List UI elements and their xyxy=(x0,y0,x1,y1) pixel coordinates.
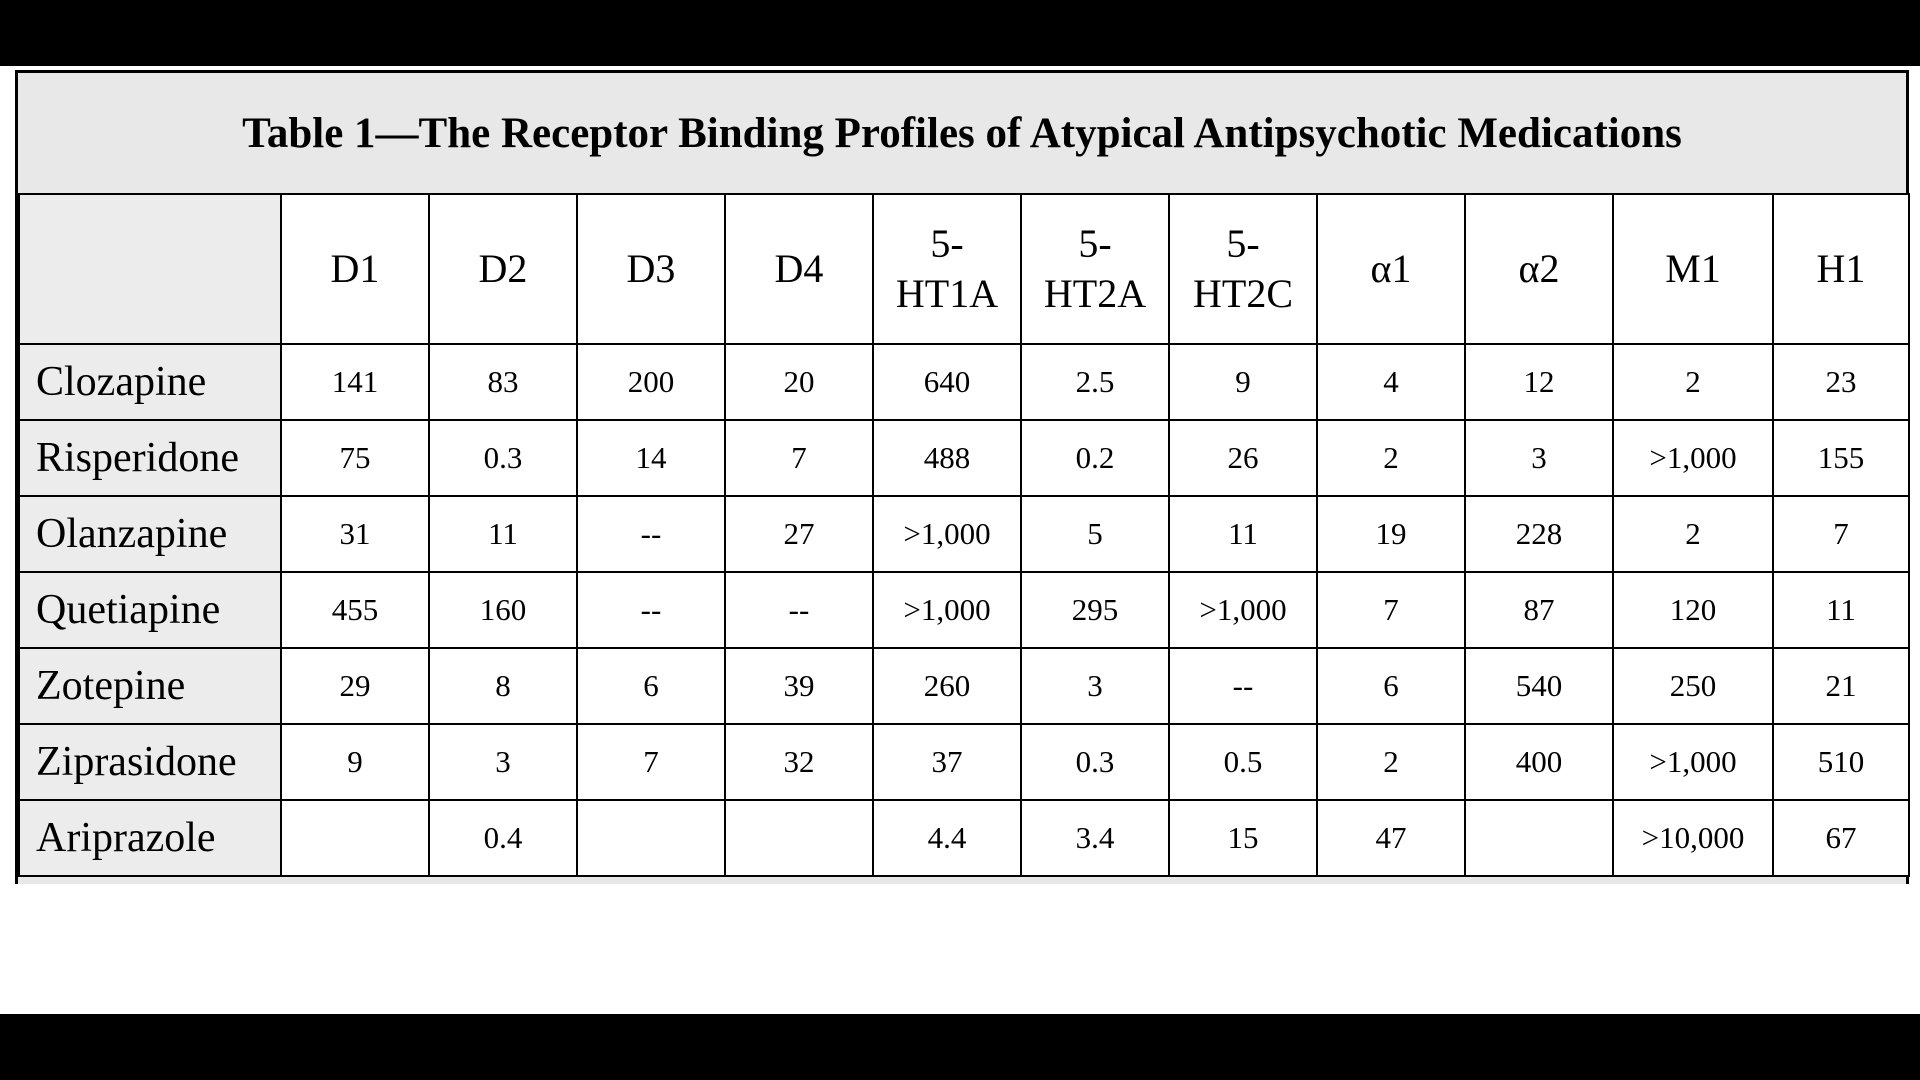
drug-name: Risperidone xyxy=(19,420,281,496)
value-cell: 141 xyxy=(281,344,429,420)
column-header-d4: D4 xyxy=(725,194,873,344)
value-cell: 6 xyxy=(1317,648,1465,724)
value-cell: 11 xyxy=(1169,496,1317,572)
value-cell: 400 xyxy=(1465,724,1613,800)
drug-name: Clozapine xyxy=(19,344,281,420)
value-cell: -- xyxy=(725,572,873,648)
column-header-alpha2: α2 xyxy=(1465,194,1613,344)
value-cell: 32 xyxy=(725,724,873,800)
value-cell: 26 xyxy=(1169,420,1317,496)
column-header-m1: M1 xyxy=(1613,194,1773,344)
value-cell: 295 xyxy=(1021,572,1169,648)
value-cell: 5 xyxy=(1021,496,1169,572)
value-cell: 228 xyxy=(1465,496,1613,572)
value-cell: 3 xyxy=(429,724,577,800)
drug-name: Quetiapine xyxy=(19,572,281,648)
value-cell: 67 xyxy=(1773,800,1909,876)
corner-cell xyxy=(19,194,281,344)
column-header-alpha1: α1 xyxy=(1317,194,1465,344)
column-header-d3: D3 xyxy=(577,194,725,344)
value-cell: >1,000 xyxy=(873,496,1021,572)
value-cell: 20 xyxy=(725,344,873,420)
value-cell: 6 xyxy=(577,648,725,724)
value-cell: 4 xyxy=(1317,344,1465,420)
value-cell: 2 xyxy=(1317,420,1465,496)
value-cell: 160 xyxy=(429,572,577,648)
value-cell: 0.5 xyxy=(1169,724,1317,800)
value-cell: 0.2 xyxy=(1021,420,1169,496)
receptor-binding-table xyxy=(18,193,1910,877)
value-cell: 4.4 xyxy=(873,800,1021,876)
value-cell: 540 xyxy=(1465,648,1613,724)
drug-name: Ariprazole xyxy=(19,800,281,876)
value-cell: -- xyxy=(577,572,725,648)
value-cell xyxy=(577,800,725,876)
value-cell: -- xyxy=(1169,648,1317,724)
table-row xyxy=(19,648,1909,724)
value-cell: 9 xyxy=(1169,344,1317,420)
value-cell: 2 xyxy=(1613,496,1773,572)
value-cell: 7 xyxy=(725,420,873,496)
value-cell: >1,000 xyxy=(1613,724,1773,800)
value-cell: 39 xyxy=(725,648,873,724)
value-cell: 7 xyxy=(1773,496,1909,572)
value-cell: 640 xyxy=(873,344,1021,420)
value-cell: 250 xyxy=(1613,648,1773,724)
value-cell: 155 xyxy=(1773,420,1909,496)
value-cell xyxy=(281,800,429,876)
value-cell: >1,000 xyxy=(1169,572,1317,648)
value-cell: 11 xyxy=(1773,572,1909,648)
table-row xyxy=(19,800,1909,876)
value-cell: 37 xyxy=(873,724,1021,800)
value-cell: 2.5 xyxy=(1021,344,1169,420)
value-cell: 8 xyxy=(429,648,577,724)
value-cell xyxy=(1465,800,1613,876)
value-cell: 83 xyxy=(429,344,577,420)
value-cell: 2 xyxy=(1317,724,1465,800)
header-row xyxy=(19,194,1909,344)
table-row xyxy=(19,420,1909,496)
drug-name: Olanzapine xyxy=(19,496,281,572)
value-cell: 21 xyxy=(1773,648,1909,724)
value-cell: 120 xyxy=(1613,572,1773,648)
column-header-5ht2c: 5- HT2C xyxy=(1169,194,1317,344)
table-row xyxy=(19,724,1909,800)
value-cell: 3.4 xyxy=(1021,800,1169,876)
value-cell: 7 xyxy=(1317,572,1465,648)
value-cell: 11 xyxy=(429,496,577,572)
value-cell: >10,000 xyxy=(1613,800,1773,876)
value-cell: 260 xyxy=(873,648,1021,724)
table-title: Table 1—The Receptor Binding Profiles of Atypical Antipsychotic Medications xyxy=(242,109,1682,157)
value-cell: 510 xyxy=(1773,724,1909,800)
value-cell: 23 xyxy=(1773,344,1909,420)
table-row xyxy=(19,496,1909,572)
value-cell: 12 xyxy=(1465,344,1613,420)
value-cell: 3 xyxy=(1465,420,1613,496)
column-header-d1: D1 xyxy=(281,194,429,344)
drug-name: Ziprasidone xyxy=(19,724,281,800)
table-row xyxy=(19,344,1909,420)
value-cell: 29 xyxy=(281,648,429,724)
value-cell: 47 xyxy=(1317,800,1465,876)
column-header-d2: D2 xyxy=(429,194,577,344)
value-cell: 455 xyxy=(281,572,429,648)
value-cell: 27 xyxy=(725,496,873,572)
value-cell: 0.3 xyxy=(429,420,577,496)
value-cell: 200 xyxy=(577,344,725,420)
drug-name: Zotepine xyxy=(19,648,281,724)
value-cell: 2 xyxy=(1613,344,1773,420)
value-cell: 0.3 xyxy=(1021,724,1169,800)
value-cell: 31 xyxy=(281,496,429,572)
table-row xyxy=(19,572,1909,648)
value-cell: -- xyxy=(577,496,725,572)
value-cell: 87 xyxy=(1465,572,1613,648)
value-cell: 75 xyxy=(281,420,429,496)
value-cell: 488 xyxy=(873,420,1021,496)
column-header-5ht2a: 5- HT2A xyxy=(1021,194,1169,344)
value-cell xyxy=(725,800,873,876)
value-cell: >1,000 xyxy=(873,572,1021,648)
column-header-5ht1a: 5- HT1A xyxy=(873,194,1021,344)
value-cell: 15 xyxy=(1169,800,1317,876)
value-cell: 0.4 xyxy=(429,800,577,876)
value-cell: 3 xyxy=(1021,648,1169,724)
value-cell: >1,000 xyxy=(1613,420,1773,496)
value-cell: 9 xyxy=(281,724,429,800)
value-cell: 7 xyxy=(577,724,725,800)
value-cell: 19 xyxy=(1317,496,1465,572)
column-header-h1: H1 xyxy=(1773,194,1909,344)
value-cell: 14 xyxy=(577,420,725,496)
